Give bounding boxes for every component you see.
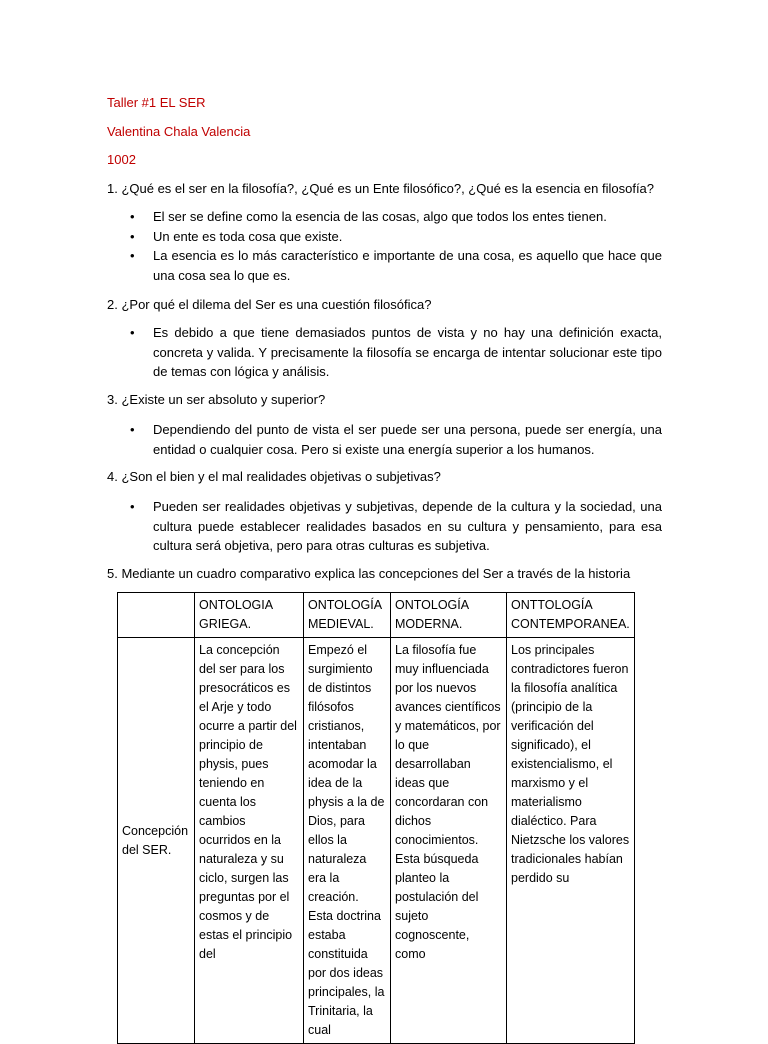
bullet-icon: • (130, 209, 135, 224)
list-item: • Dependiendo del punto de vista el ser puede ser una persona, puede ser energía, una entidad o cualquier cosa. Pero si existe una energía superior a los humanos. (130, 422, 662, 457)
table-header-cell: ONTOLOGÍA MEDIEVAL. (304, 593, 391, 638)
table-header-cell: ONTTOLOGÍA CONTEMPORANEA. (507, 593, 635, 638)
list-item: • Un ente es toda cosa que existe. (130, 227, 662, 247)
question-3: 3. ¿Existe un ser absoluto y superior? (107, 392, 326, 407)
answer-list-1 (130, 207, 662, 285)
table-cell: La filosofía fue muy influenciada por los nuevos avances científicos y matemáticos, por lo que desarrollaban ideas que concordaran con dichos conocimientos. Esta búsqueda planteo la postulación del sujeto cognoscente, como (391, 638, 507, 1044)
table-header-cell: ONTOLOGIA GRIEGA. (195, 593, 304, 638)
bullet-icon: • (130, 499, 135, 514)
document-title: Taller #1 EL SER (107, 95, 206, 110)
list-item: • Pueden ser realidades objetivas y subjetivas, depende de la cultura y la sociedad, una cultura puede establecer realidades basados en su cultura y pensamiento, para esa cultura será objetiva, pero para otras culturas es subjetiva. (130, 499, 662, 553)
question-1: 1. ¿Qué es el ser en la filosofía?, ¿Qué es un Ente filosófico?, ¿Qué es la esencia en filosofía? (107, 181, 655, 196)
bullet-icon: • (130, 325, 135, 340)
table-cell: La concepción del ser para los presocráticos es el Arje y todo ocurre a partir del principio de physis, pues teniendo en cuenta los cambios ocurridos en la naturaleza y su ciclo, surgen las preguntas por el cosmos y de estas el principio del (195, 638, 304, 1044)
answer-list-2 (130, 323, 662, 382)
bullet-icon: • (130, 422, 135, 437)
author-name: Valentina Chala Valencia (107, 124, 251, 139)
list-item: • El ser se define como la esencia de las cosas, algo que todos los entes tienen. (130, 207, 662, 227)
table-row-label: Concepción del SER. (118, 638, 195, 1044)
answer-list-3 (130, 420, 662, 459)
table-cell: Empezó el surgimiento de distintos filósofos cristianos, intentaban acomodar la idea de la physis a la de Dios, para ellos la naturaleza era la creación. Esta doctrina estaba constituida por dos ideas principales, la Trinitaria, la cual (304, 638, 391, 1044)
table-header-row (118, 593, 635, 638)
question-5: 5. Mediante un cuadro comparativo explica las concepciones del Ser a través de la historia (107, 566, 631, 581)
list-item: • La esencia es lo más característico e importante de una cosa, es aquello que hace que una cosa sea lo que es. (130, 248, 662, 283)
table-header-cell: ONTOLOGÍA MODERNA. (391, 593, 507, 638)
table-row (118, 638, 635, 1044)
question-4: 4. ¿Son el bien y el mal realidades objetivas o subjetivas? (107, 469, 441, 484)
table-corner-cell (118, 593, 195, 638)
table-cell: Los principales contradictores fueron la filosofía analítica (principio de la verificación del significado), el existencialismo, el marxismo y el materialismo dialéctico. Para Nietzsche los valores tradicionales habían perdido su (507, 638, 635, 1044)
answer-list-4 (130, 497, 662, 556)
bullet-icon: • (130, 248, 135, 263)
bullet-icon: • (130, 228, 135, 244)
list-item: • Es debido a que tiene demasiados puntos de vista y no hay una definición exacta, concreta y valida. Y precisamente la filosofía se encarga de intentar solucionar este tipo de temas con lógica y análisis. (130, 325, 662, 379)
comparison-table (117, 592, 635, 1044)
question-2: 2. ¿Por qué el dilema del Ser es una cuestión filosófica? (107, 297, 432, 312)
group-number: 1002 (107, 152, 136, 167)
